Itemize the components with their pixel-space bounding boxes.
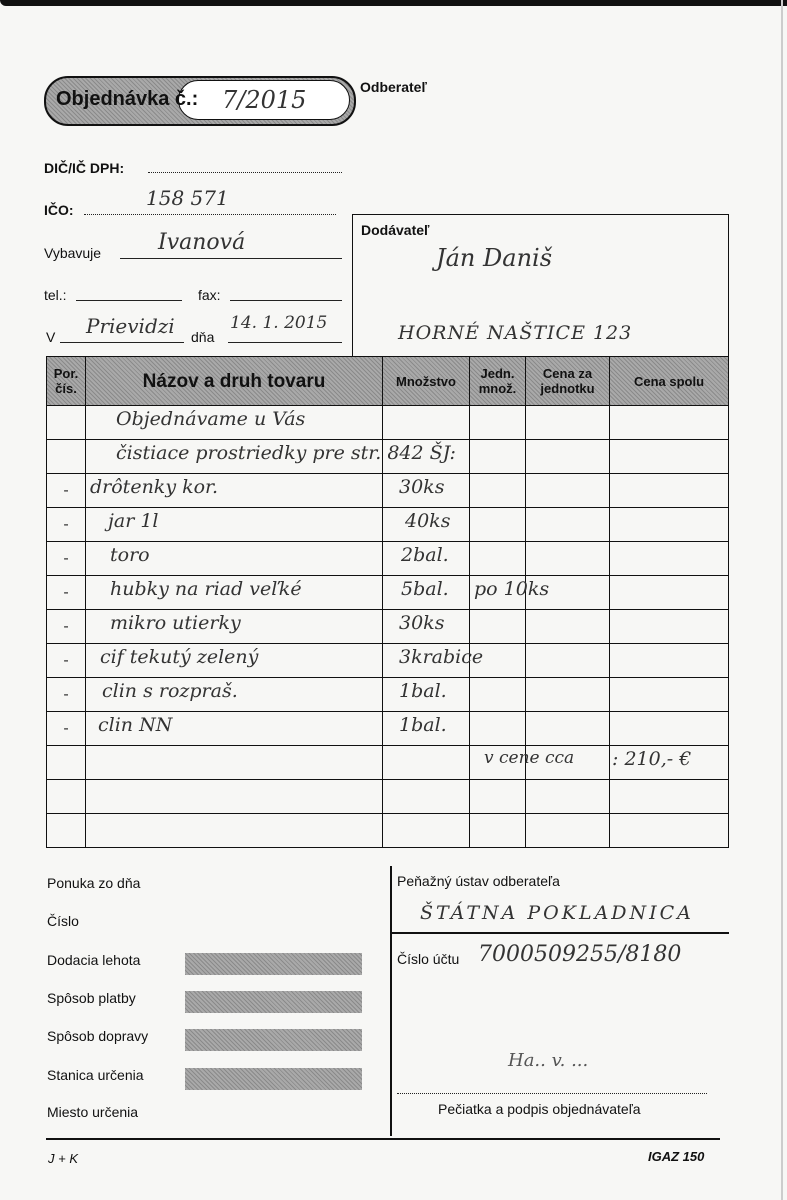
place-label: V (46, 329, 56, 345)
fax-label: fax: (198, 287, 221, 303)
row-no: - (47, 576, 86, 610)
row-name: drôtenky kor. (90, 476, 219, 498)
row-unit-cell (470, 440, 526, 474)
tel-label: tel.: (44, 287, 67, 303)
table-header-row (47, 357, 729, 406)
row-price-cell (526, 814, 610, 848)
row-name: jar 1l (108, 510, 159, 532)
table-row (47, 440, 729, 474)
footer-left: J + K (48, 1151, 78, 1166)
row-name-cell (86, 610, 383, 644)
date-value: 14. 1. 2015 (230, 313, 328, 333)
transport-label: Spôsob dopravy (47, 1028, 149, 1044)
row-total-cell (610, 610, 729, 644)
row-total-cell (610, 746, 729, 780)
col-header-name: Názov a druh tovaru (86, 357, 383, 406)
right-edge (781, 0, 783, 1200)
account-label: Číslo účtu (397, 951, 460, 967)
row-name-cell (86, 678, 383, 712)
row-name-cell (86, 746, 383, 780)
row-name: clin NN (98, 714, 173, 736)
row-qty-cell (383, 406, 470, 440)
row-no (47, 780, 86, 814)
row-no: - (47, 474, 86, 508)
row-unit: v cene cca (484, 748, 575, 768)
row-qty-cell (383, 542, 470, 576)
row-qty: 30ks (399, 476, 445, 498)
signature-scribble: Ha.. v. ... (508, 1050, 589, 1071)
table-row (47, 712, 729, 746)
row-name: mikro utierky (110, 612, 241, 634)
row-price-cell (526, 712, 610, 746)
handled-by-value: Ivanová (158, 230, 246, 255)
row-name-cell (86, 814, 383, 848)
row-qty-cell (383, 746, 470, 780)
date-label: dňa (191, 329, 215, 345)
row-name-cell (86, 780, 383, 814)
row-qty-cell (383, 814, 470, 848)
dic-line (148, 172, 342, 173)
row-qty: 5bal. (401, 578, 449, 600)
footer-right: IGAZ 150 (648, 1149, 705, 1164)
row-no: - (47, 610, 86, 644)
station-box (185, 1068, 362, 1090)
footer-line (46, 1138, 720, 1140)
row-price-cell (526, 406, 610, 440)
signature-line (397, 1093, 707, 1094)
delivery-box (185, 953, 362, 975)
row-no: - (47, 644, 86, 678)
row-qty: 30ks (399, 612, 445, 634)
row-no (47, 406, 86, 440)
row-total-cell (610, 542, 729, 576)
supplier-name: Ján Daniš (436, 244, 553, 272)
table-row (47, 576, 729, 610)
row-unit-cell (470, 576, 550, 610)
table-row (47, 542, 729, 576)
row-unit: po 10ks (474, 578, 550, 600)
table-row (47, 814, 729, 848)
supplier-label: Dodávateľ (361, 222, 430, 238)
row-unit-cell (470, 610, 526, 644)
row-qty-cell (383, 644, 484, 678)
row-name-cell (86, 508, 383, 542)
signature-label: Pečiatka a podpis objednávateľa (438, 1101, 641, 1117)
order-number: 7/2015 (222, 86, 307, 114)
ico-value: 158 571 (146, 186, 229, 210)
row-qty: 2bal. (401, 544, 449, 566)
bank-separator (391, 932, 729, 934)
table-row (47, 644, 729, 678)
transport-box (185, 1029, 362, 1051)
ico-line (84, 214, 336, 215)
row-name-cell (86, 440, 456, 474)
table-row (47, 474, 729, 508)
payment-box (185, 991, 362, 1013)
row-unit-cell (470, 474, 526, 508)
row-qty: 40ks (405, 510, 451, 532)
customer-label: Odberateľ (360, 79, 427, 95)
row-no (47, 746, 86, 780)
row-name-cell (86, 712, 383, 746)
row-qty: 1bal. (399, 680, 447, 702)
handled-by-label: Vybavuje (44, 245, 102, 261)
row-price-cell (526, 474, 610, 508)
row-qty: 3krabice (399, 646, 484, 668)
row-total-cell (610, 814, 729, 848)
row-name: toro (110, 544, 150, 566)
row-name: cif tekutý zelený (100, 646, 259, 668)
row-no: - (47, 508, 86, 542)
row-unit-cell (470, 508, 526, 542)
row-qty: 1bal. (399, 714, 447, 736)
section-divider (390, 866, 392, 1136)
date-line (228, 342, 342, 343)
row-qty-cell (383, 678, 470, 712)
fax-line (230, 300, 342, 301)
table-row (47, 508, 729, 542)
row-total-cell (610, 678, 729, 712)
row-total-cell (610, 440, 729, 474)
row-price-cell (526, 440, 610, 474)
delivery-label: Dodacia lehota (47, 952, 141, 968)
table-row (47, 610, 729, 644)
row-total-cell (610, 712, 729, 746)
row-price-cell (526, 542, 610, 576)
items-table (46, 356, 729, 848)
row-qty-cell (383, 576, 470, 610)
row-total-cell (610, 576, 729, 610)
top-edge (0, 0, 787, 6)
row-total-cell (610, 508, 729, 542)
payment-label: Spôsob platby (47, 990, 136, 1006)
row-name: hubky na riad veľké (110, 578, 302, 600)
order-title: Objednávka č.: (56, 88, 199, 110)
col-header-price: Cena za jednotku (526, 357, 610, 406)
bank-value: ŠTÁTNA POKLADNICA (420, 902, 694, 924)
row-total-cell (610, 780, 729, 814)
dic-label: DIČ/IČ DPH: (44, 160, 125, 176)
row-name-cell (86, 542, 383, 576)
place-line (60, 342, 184, 343)
place-value: Prievidzi (86, 314, 175, 338)
table-row (47, 406, 729, 440)
col-header-unit: Jedn. množ. (470, 357, 526, 406)
row-price-cell (526, 644, 610, 678)
row-qty-cell (383, 508, 470, 542)
row-qty-cell (383, 610, 470, 644)
bank-label: Peňažný ústav odberateľa (397, 873, 560, 889)
row-name-cell (86, 406, 383, 440)
table-row (47, 678, 729, 712)
col-header-total: Cena spolu (610, 357, 729, 406)
row-name-cell (86, 474, 383, 508)
handled-by-line (120, 258, 342, 259)
row-price-cell (526, 678, 610, 712)
row-price-cell (526, 780, 610, 814)
row-qty-cell (383, 780, 470, 814)
table-row (47, 780, 729, 814)
account-value: 7000509255/8180 (478, 942, 682, 967)
row-unit-cell (470, 678, 526, 712)
ico-label: IČO: (44, 202, 74, 218)
row-unit-cell (470, 814, 526, 848)
col-header-qty: Množstvo (383, 357, 470, 406)
row-unit-cell (470, 780, 526, 814)
destination-label: Miesto určenia (47, 1104, 139, 1120)
row-no: - (47, 542, 86, 576)
row-price-cell (526, 610, 610, 644)
row-total-cell (610, 474, 729, 508)
row-qty-cell (383, 712, 470, 746)
supplier-address: HORNÉ NAŠTICE 123 (398, 322, 633, 344)
number-label: Číslo (47, 913, 79, 929)
row-unit-cell (470, 406, 526, 440)
row-no (47, 440, 86, 474)
row-unit-cell (470, 712, 526, 746)
station-label: Stanica určenia (47, 1067, 144, 1083)
row-total-cell (610, 644, 729, 678)
row-unit-cell (470, 746, 575, 780)
row-unit-cell (470, 542, 526, 576)
row-total-cell (610, 406, 729, 440)
row-no (47, 814, 86, 848)
row-no: - (47, 712, 86, 746)
col-header-no: Por. čís. (47, 357, 86, 406)
table-row (47, 746, 729, 780)
row-price-cell (526, 508, 610, 542)
offer-label: Ponuka zo dňa (47, 875, 141, 891)
row-name: Objednávame u Vás (116, 408, 306, 430)
row-total: : 210,- € (612, 748, 692, 770)
row-name-cell (86, 644, 383, 678)
row-qty-cell (383, 474, 470, 508)
row-no: - (47, 678, 86, 712)
tel-line (76, 300, 182, 301)
row-name: čistiace prostriedky pre str. 842 ŠJ: (116, 442, 456, 464)
row-name-cell (86, 576, 383, 610)
row-name: clin s rozpraš. (102, 680, 238, 702)
